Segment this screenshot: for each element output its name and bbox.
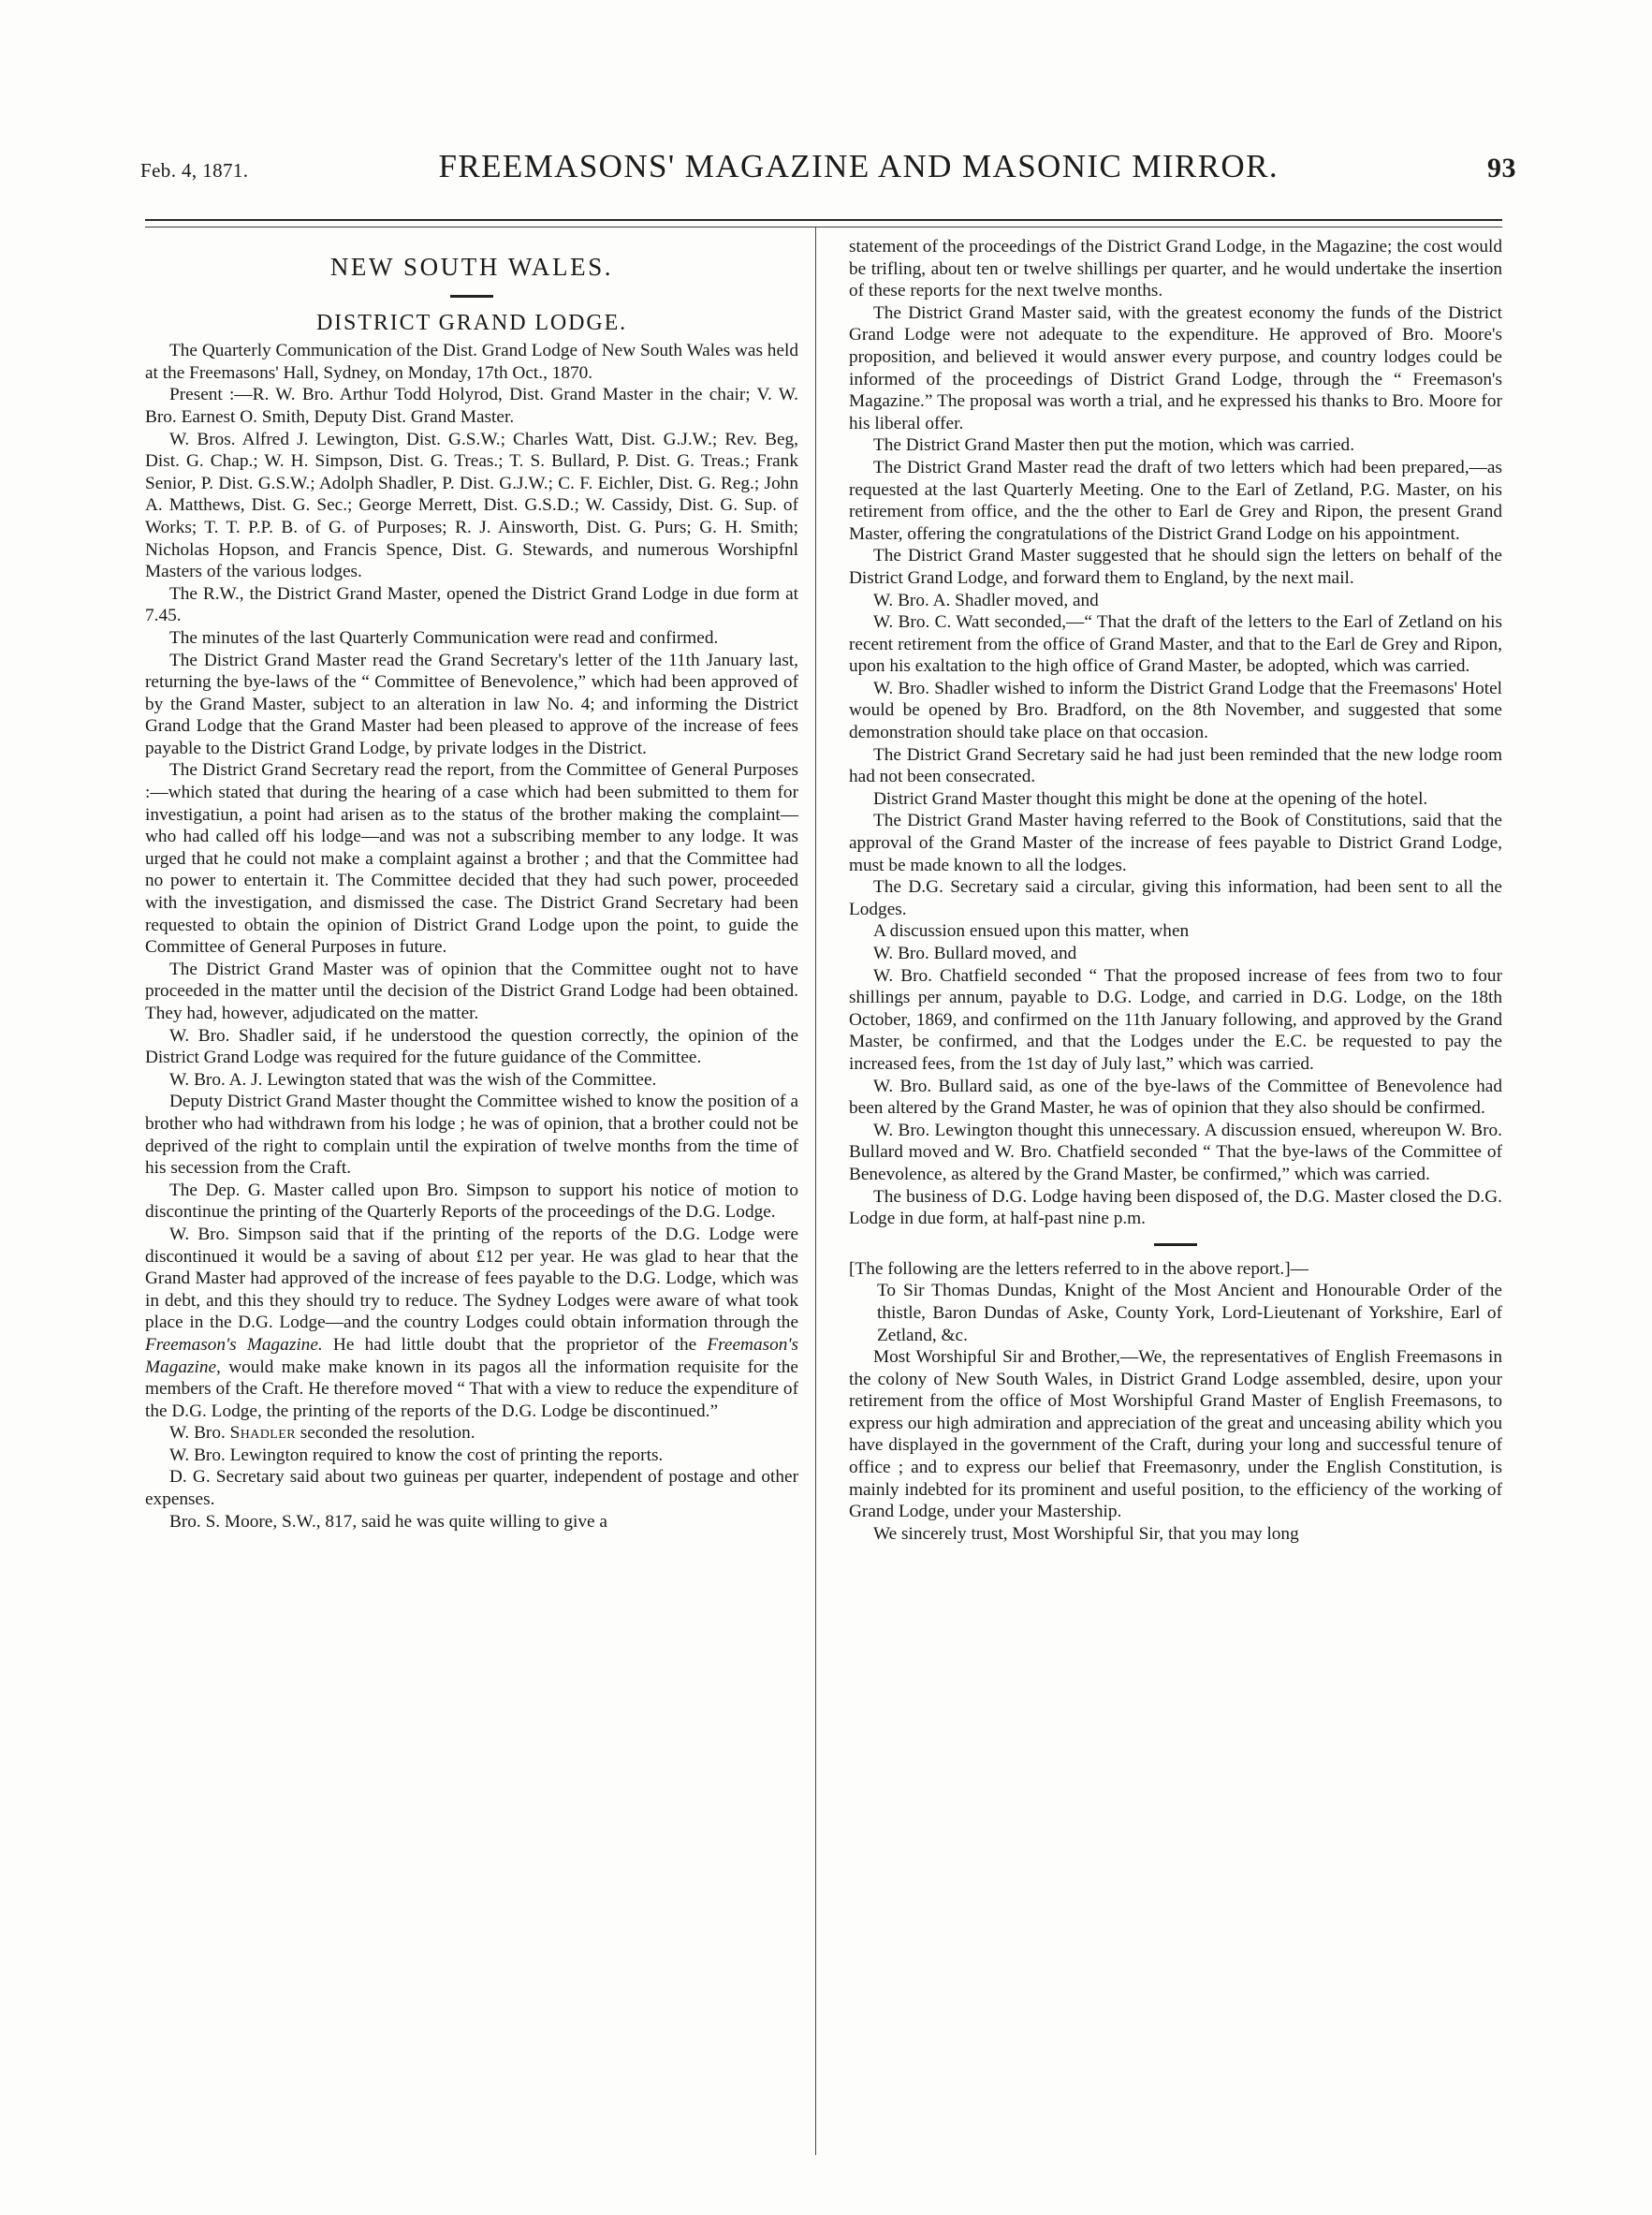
paragraph: Bro. S. Moore, S.W., 817, said he was quite willing to give a: [169, 1511, 607, 1532]
paragraph: The R.W., the District Grand Master, opened the District Grand Lodge in due form at 7.45.: [145, 583, 798, 626]
body-columns: [145, 236, 1502, 1545]
small-caps-name: Shadler: [229, 1423, 296, 1444]
italic-magazine-title: Freemason's Magazine,: [145, 1334, 799, 1377]
paragraph: The District Grand Master then put the motion, which was carried.: [873, 435, 1355, 456]
paragraph: The District Grand Master having referred to the Book of Constitutions, said that the approval of the Grand Master of the increase of fees payable to District Grand Lodge, must be made known to all the lodges.: [849, 811, 1502, 875]
italic-magazine-title: Freemason's Magazine.: [145, 1334, 323, 1355]
editorial-bracket-note: [The following are the letters referred to in the above report.]—: [849, 1258, 1308, 1279]
paragraph: The District Grand Master was of opinion that the Committee ought not to have proceeded in the matter until the decision of the District Grand Lodge had been obtained. They had, however, adjudicated on the matter.: [145, 959, 798, 1023]
text-run: W. Bro. Simpson said that if the printing of the reports of the D.G. Lodge were discontinued it would be a saving of about £12 per year. He was glad to hear that the Grand Master had approved of the increase of fees payable to the D.G. Lodge, which was in debt, and this they should try to reduce. The Sydney Lodges were aware of what took place in the D.G. Lodge—and the country Lodges could obtain information through the: [145, 1224, 798, 1333]
text-run: would make make known in its pagos all the information requisite for the members of the Craft. He therefore moved “ That with a view to reduce the expenditure of the D.G. Lodge, the printing of the reports of the D.G. Lodge be discontinued.”: [145, 1357, 798, 1421]
paragraph: The minutes of the last Quarterly Communication were read and confirmed.: [169, 627, 719, 648]
paragraph: The Quarterly Communication of the Dist. Grand Lodge of New South Wales was held at the Freemasons' Hall, Sydney, on Monday, 17th Oct., 1870.: [145, 341, 798, 383]
paragraph: W. Bro. Shadler said, if he understood the question correctly, the opinion of the District Grand Lodge was required for the future guidance of the Committee.: [145, 1025, 798, 1068]
letter-address: To Sir Thomas Dundas, Knight of the Most Ancient and Honourable Order of the thistle, Baron Dundas of Aske, County York, Lord-Lieutenant of Yorkshire, Earl of Zetland, &c.: [877, 1281, 1502, 1345]
paragraph: The D.G. Secretary said a circular, giving this information, had been sent to all the Lodges.: [849, 877, 1502, 919]
section-dash-rule: [1154, 1243, 1197, 1246]
paragraph-continued: statement of the proceedings of the District Grand Lodge, in the Magazine; the cost would be trifling, about ten or twelve shillings per quarter, and he would undertake the insertion of these reports for the next twelve months.: [849, 237, 1502, 301]
paragraph: W. Bro. C. Watt seconded,—“ That the draft of the letters to the Earl of Zetland on his recent retirement from the office of Grand Master, and that to the Earl de Grey and Ripon, upon his exaltation to the high office of Grand Master, be adopted, which was carried.: [849, 612, 1502, 677]
text-run: He had little doubt that the proprietor of the: [322, 1334, 708, 1355]
paragraph: W. Bros. Alfred J. Lewington, Dist. G.S.W.; Charles Watt, Dist. G.J.W.; Rev. Beg, Dist. G. Chap.; W. H. Simpson, Dist. G. Treas.; T. S. Bullard, P. Dist. G. Treas.; Frank Senior, P. Dist. G.S.W.; Adolph Shadler, P. Dist. G.J.W.; C. F. Eichler, Dist. G. Reg.; John A. Matthews, Dist. G. Sec.; George Merrett, Dist. G.S.D.; W. Cassidy, Dist. G. Sup. of Works; T. T. P.P. B. of G. of Purposes; R. J. Ainsworth, Dist. G. Purs; G. H. Smith; Nicholas Hopson, and Francis Spence, Dist. G. Stewards, and numerous Worshipfnl Masters of the various lodges.: [145, 429, 798, 582]
paragraph: W. Bro. Lewington thought this unnecessary. A discussion ensued, whereupon W. Bro. Bullard moved and W. Bro. Chatfield seconded “ That the bye-laws of the Committee of Benevolence, as altered by the Grand Master, be confirmed,” which was carried.: [849, 1120, 1502, 1184]
text-run: W. Bro.: [169, 1423, 230, 1444]
paragraph: District Grand Master thought this might be done at the opening of the hotel.: [873, 788, 1428, 809]
paragraph-shadler: [145, 1422, 798, 1445]
paragraph: W. Bro. A. J. Lewington stated that was the wish of the Committee.: [169, 1069, 657, 1090]
paragraph: W. Bro. Shadler wished to inform the District Grand Lodge that the Freemasons' Hotel would be opened by Bro. Bradford, on the 8th November, and suggested that some demonstration should take place on that occasion.: [849, 678, 1502, 743]
paragraph: The District Grand Secretary read the report, from the Committee of General Purposes :—which stated that during the hearing of a case which had been submitted to them for investigatiun, a point had arisen as to the status of the brother making the complaint—who had called off his lodge—and was not a subscribing member to any lodge. It was urged that he could not make a complaint against a brother ; and that the Committee had no power to entertain it. The Committee decided that they had such power, proceeded with the investigation, and dismissed the case. The District Grand Secretary had been requested to obtain the opinion of District Grand Lodge upon the point, to guide the Committee of General Purposes in future.: [145, 760, 798, 958]
paragraph: Deputy District Grand Master thought the Committee wished to know the position of a brother who had withdrawn from his lodge ; he was of opinion, that a brother could not be deprived of the right to complain until the expiration of twelve months from the time of his secession from the Craft.: [145, 1092, 798, 1179]
paragraph: The business of D.G. Lodge having been disposed of, the D.G. Master closed the D.G. Lodge in due form, at half-past nine p.m.: [849, 1186, 1502, 1229]
paragraph: W. Bro. Chatfield seconded “ That the proposed increase of fees from two to four shillings per annum, payable to D.G. Lodge, and carried in D.G. Lodge, on the 18th October, 1869, and confirmed on the 11th January following, and approved by the Grand Master, be confirmed, and that the Lodges under the E.C. be requested to pay the increased fees, from the 1st day of July last,” which was carried.: [849, 965, 1502, 1074]
section-title: NEW SOUTH WALES.: [329, 253, 614, 281]
header-rule: [145, 219, 1502, 227]
paragraph: The District Grand Secretary said he had just been reminded that the new lodge room had not been consecrated.: [849, 744, 1502, 787]
right-column: [849, 236, 1502, 1545]
paragraph: Present :—R. W. Bro. Arthur Todd Holyrod, Dist. Grand Master in the chair; V. W. Bro. Earnest O. Smith, Deputy Dist. Grand Master.: [145, 385, 798, 427]
paragraph: The Dep. G. Master called upon Bro. Simpson to support his notice of motion to discontinue the printing of the Quarterly Reports of the proceedings of the D.G. Lodge.: [145, 1180, 798, 1223]
paragraph: The District Grand Master read the draft of two letters which had been prepared,—as requested at the last Quarterly Meeting. One to the Earl of Zetland, P.G. Master, on his retirement from office, and the the other to Earl de Grey and Ripon, the present Grand Master, offering the congratulations of the District Grand Lodge on his appointment.: [849, 457, 1502, 544]
letter-paragraph: We sincerely trust, Most Worshipful Sir, that you may long: [873, 1523, 1299, 1544]
paragraph-simpson: [145, 1224, 798, 1422]
subsection-title: DISTRICT GRAND LODGE.: [315, 310, 628, 335]
paragraph: W. Bro. A. Shadler moved, and: [873, 590, 1099, 610]
paragraph: The District Grand Master suggested that he should sign the letters on behalf of the District Grand Lodge, and forward them to England, by the next mail.: [849, 546, 1502, 588]
paragraph: W. Bro. Lewington required to know the cost of printing the reports.: [169, 1445, 664, 1465]
publication-title: FREEMASONS' MAGAZINE AND MASONIC MIRROR.: [438, 148, 1279, 184]
text-run: seconded the resolution.: [295, 1423, 475, 1444]
paragraph: The District Grand Master read the Grand Secretary's letter of the 11th January last, returning the bye-laws of the “ Committee of Benevolence,” which had been approved of by the Grand Master, subject to an alteration in law No. 4; and informing the District Grand Lodge that the Grand Master had been pleased to approve of the increase of fees payable to the District Grand Lodge, by private lodges in the District.: [145, 650, 798, 758]
paragraph: The District Grand Master said, with the greatest economy the funds of the District Grand Lodge were not adequate to the expenditure. He approved of Bro. Moore's proposition, and believed it would answer every purpose, and country lodges could be informed of the proceedings of District Grand Lodge, through the “ Freemason's Magazine.” The proposal was worth a trial, and he expressed his thanks to Bro. Moore for his liberal offer.: [849, 302, 1502, 433]
issue-date: Feb. 4, 1871.: [140, 159, 249, 182]
paragraph: D. G. Secretary said about two guineas per quarter, independent of postage and other expenses.: [145, 1467, 798, 1510]
page-number: 93: [1487, 153, 1516, 183]
heading-dash-rule: [450, 295, 493, 298]
running-head: [140, 148, 1516, 193]
paragraph: W. Bro. Bullard moved, and: [873, 944, 1077, 963]
letter-paragraph: Most Worshipful Sir and Brother,—We, the representatives of English Freemasons in the colony of New South Wales, in District Grand Lodge assembled, desire, upon your retirement from the office of Most Worshipful Grand Master of English Freemasons, to express our high admiration and appreciation of the great and unceasing ability which you have displayed in the government of the Craft, during your long and successful tenure of office ; and to express our belief that Freemasonry, under the English Constitution, is mainly indebted for its prominent and useful position, to the efficiency of the working of Grand Lodge, under your Mastership.: [849, 1347, 1502, 1522]
left-column: [145, 236, 798, 1545]
paragraph: W. Bro. Bullard said, as one of the bye-laws of the Committee of Benevolence had been altered by the Grand Master, he was of opinion that they also should be confirmed.: [849, 1076, 1502, 1119]
paragraph: A discussion ensued upon this matter, when: [873, 921, 1190, 942]
